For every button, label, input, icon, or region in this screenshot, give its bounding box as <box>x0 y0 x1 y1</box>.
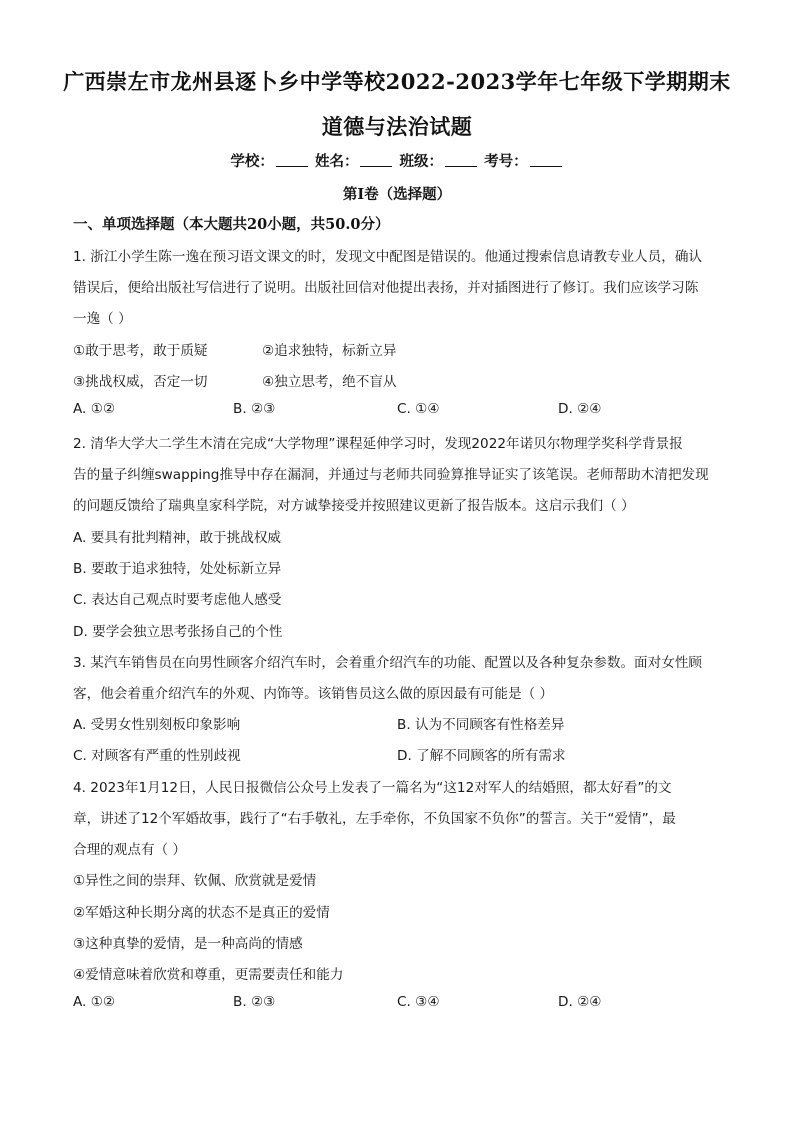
q4-statement-4: ④爱情意味着欣赏和尊重，更需要责任和能力 <box>73 967 344 983</box>
q1-line-1: 1. 浙江小学生陈一逸在预习语文课文的时，发现文中配图是错误的。他通过搜索信息请教专业人员，确认 <box>73 249 703 265</box>
q2-option-a[interactable]: A. 要具有批判精神，敢于挑战权威 <box>73 530 282 546</box>
q2-option-c[interactable]: C. 表达自己观点时要考虑他人感受 <box>73 592 282 608</box>
q3-line-1: 3. 某汽车销售员在向男性顾客介绍汽车时，会着重介绍汽车的功能、配置以及各种复杂参数。面对女性顾 <box>73 655 703 671</box>
q1-statement-1: ①敢于思考，敢于质疑 <box>73 343 208 359</box>
q4-statement-3: ③这种真挚的爱情，是一种高尚的情感 <box>73 936 303 952</box>
q3-line-2: 客，他会着重介绍汽车的外观、内饰等。该销售员这么做的原因最有可能是（ ） <box>73 686 554 702</box>
q2-line-1: 2. 清华大学大二学生木清在完成“大学物理”课程延伸学习时，发现2022年诺贝尔物理学奖科学背景报 <box>73 436 683 452</box>
q4-option-b[interactable]: B. ②③ <box>233 994 276 1010</box>
q1-statement-4: ④独立思考，绝不盲从 <box>262 374 397 390</box>
q4-statement-2: ②军婚这种长期分离的状态不是真正的爱情 <box>73 905 330 921</box>
part-heading: 一、单项选择题（本大题共20小题，共50.0分） <box>73 216 390 233</box>
q1-option-c[interactable]: C. ①④ <box>397 401 440 417</box>
number-blank <box>530 153 562 167</box>
q3-option-a[interactable]: A. 受男女性别刻板印象影响 <box>73 717 241 733</box>
q4-option-d[interactable]: D. ②④ <box>558 994 602 1010</box>
q1-option-a[interactable]: A. ①② <box>73 401 116 417</box>
q4-option-a[interactable]: A. ①② <box>73 994 116 1010</box>
class-label: 班级： <box>399 153 444 170</box>
exam-title-line2: 道德与法治试题 <box>321 114 473 139</box>
q1-statement-2: ②追求独特，标新立异 <box>262 343 397 359</box>
number-label: 考号： <box>484 153 528 170</box>
q4-line-3: 合理的观点有（ ） <box>73 842 187 858</box>
class-blank <box>445 153 477 167</box>
name-label: 姓名： <box>314 153 359 170</box>
q1-statement-3: ③挑战权威，否定一切 <box>73 374 208 390</box>
school-label: 学校： <box>230 153 274 170</box>
school-blank <box>276 153 308 167</box>
name-blank <box>360 153 392 167</box>
q1-line-3: 一逸（ ） <box>73 311 132 327</box>
q1-option-b[interactable]: B. ②③ <box>233 401 276 417</box>
q1-option-d[interactable]: D. ②④ <box>558 401 602 417</box>
q4-line-1: 4. 2023年1月12日，人民日报微信公众号上发表了一篇名为“这12对军人的结婚照，都太好看”的文 <box>73 780 672 796</box>
exam-title-line1: 广西崇左市龙州县逐卜乡中学等校2022-2023学年七年级下学期期末 <box>63 69 731 94</box>
q4-line-2: 章，讲述了12个军婚故事，践行了“右手敬礼，左手牵你，不负国家不负你”的誓言。关于“爱情”，最 <box>73 811 676 827</box>
q2-option-d[interactable]: D. 要学会独立思考张扬自己的个性 <box>73 624 283 640</box>
section-title: 第Ⅰ卷（选择题） <box>342 186 452 203</box>
q4-option-c[interactable]: C. ③④ <box>397 994 440 1010</box>
q1-line-2: 错误后，便给出版社写信进行了说明。出版社回信对他提出表扬，并对插图进行了修订。我们应该学习陈 <box>73 280 699 296</box>
q3-option-d[interactable]: D. 了解不同顾客的所有需求 <box>397 748 566 764</box>
q3-option-b[interactable]: B. 认为不同顾客有性格差异 <box>397 717 565 733</box>
q2-line-3: 的问题反馈给了瑞典皇家科学院，对方诚挚接受并按照建议更新了报告版本。这启示我们（ ） <box>73 498 635 514</box>
student-info-row <box>0 150 794 171</box>
q4-statement-1: ①异性之间的崇拜、钦佩、欣赏就是爱情 <box>73 873 317 889</box>
q2-option-b[interactable]: B. 要敢于追求独特，处处标新立异 <box>73 561 282 577</box>
q3-option-c[interactable]: C. 对顾客有严重的性别歧视 <box>73 748 241 764</box>
q2-line-2: 告的量子纠缠swapping推导中存在漏洞，并通过与老师共同验算推导证实了该笔误。老师帮助木清把发现 <box>73 467 709 483</box>
